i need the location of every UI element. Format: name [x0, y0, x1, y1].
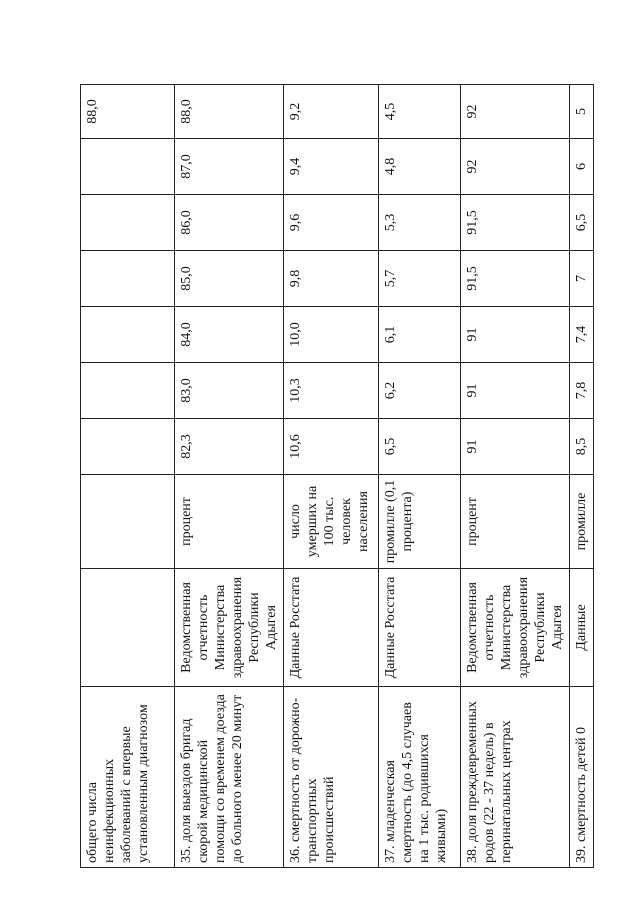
indicator-cell: 39. смертность детей 0 [570, 687, 594, 868]
value-cell: 7,8 [570, 363, 594, 419]
value-cell: 9,2 [284, 85, 379, 139]
value-cell [81, 251, 175, 307]
value-cell: 91,5 [461, 251, 570, 307]
value-cell: 6 [570, 139, 594, 195]
value-cell: 8,5 [570, 419, 594, 475]
value-cell: 92 [461, 139, 570, 195]
value-cell: 83,0 [175, 363, 284, 419]
table-row [570, 85, 594, 868]
unit-cell [81, 475, 175, 569]
value-cell: 9,8 [284, 251, 379, 307]
table-row [175, 85, 284, 868]
value-cell: 91,5 [461, 195, 570, 251]
value-cell: 6,2 [379, 363, 461, 419]
value-cell: 86,0 [175, 195, 284, 251]
table-row [461, 85, 570, 868]
source-cell: Данные Росстата [379, 569, 461, 687]
value-cell: 9,6 [284, 195, 379, 251]
source-cell: Ведомственная отчетность Министерства здравоохранения Республики Адыгея [175, 569, 284, 687]
source-cell: Данные [570, 569, 594, 687]
indicators-table [80, 84, 594, 868]
value-cell: 6,5 [570, 195, 594, 251]
value-cell: 4,8 [379, 139, 461, 195]
value-cell: 10,3 [284, 363, 379, 419]
source-cell [81, 569, 175, 687]
value-cell [81, 363, 175, 419]
value-cell: 82,3 [175, 419, 284, 475]
indicator-cell: 36. смертность от дорожно-транспортных происшествий [284, 687, 379, 868]
rotated-page [80, 85, 589, 868]
value-cell [81, 307, 175, 363]
indicator-cell: 35. доля выездов бригад скорой медицинской помощи со временем доезда до больного менее 20 минут [175, 687, 284, 868]
value-cell: 7,4 [570, 307, 594, 363]
table-body [81, 85, 594, 868]
indicator-cell: 38. доля преждевременных родов (22 - 37 недель) в перинатальных центрах [461, 687, 570, 868]
unit-cell: промилле (0,1 процента) [379, 475, 461, 569]
value-cell [81, 139, 175, 195]
table-row [379, 85, 461, 868]
unit-cell: промилле [570, 475, 594, 569]
value-cell: 6,5 [379, 419, 461, 475]
source-cell: Ведомственная отчетность Министерства здравоохранения Республики Адыгея [461, 569, 570, 687]
value-cell: 91 [461, 419, 570, 475]
value-cell: 88,0 [175, 85, 284, 139]
value-cell: 91 [461, 307, 570, 363]
unit-cell: процент [461, 475, 570, 569]
value-cell: 7 [570, 251, 594, 307]
value-cell: 85,0 [175, 251, 284, 307]
indicator-cell: общего числа неинфекционных заболеваний с впервые установленным диагнозом [81, 687, 175, 868]
value-cell [81, 419, 175, 475]
value-cell: 92 [461, 85, 570, 139]
table-row [284, 85, 379, 868]
value-cell: 6,1 [379, 307, 461, 363]
value-cell: 5 [570, 85, 594, 139]
value-cell: 10,0 [284, 307, 379, 363]
value-cell: 87,0 [175, 139, 284, 195]
indicator-cell: 37. младенческая смертность (до 4,5 случаев на 1 тыс. родившихся живыми) [379, 687, 461, 868]
value-cell: 9,4 [284, 139, 379, 195]
value-cell: 5,7 [379, 251, 461, 307]
source-cell: Данные Росстата [284, 569, 379, 687]
table-row [81, 85, 175, 868]
value-cell: 10,6 [284, 419, 379, 475]
value-cell: 5,3 [379, 195, 461, 251]
value-cell: 91 [461, 363, 570, 419]
unit-cell: процент [175, 475, 284, 569]
value-cell: 84,0 [175, 307, 284, 363]
value-cell [81, 195, 175, 251]
value-cell: 88,0 [81, 85, 175, 139]
value-cell: 4,5 [379, 85, 461, 139]
unit-cell: число умерших на 100 тыс. человек населения [284, 475, 379, 569]
